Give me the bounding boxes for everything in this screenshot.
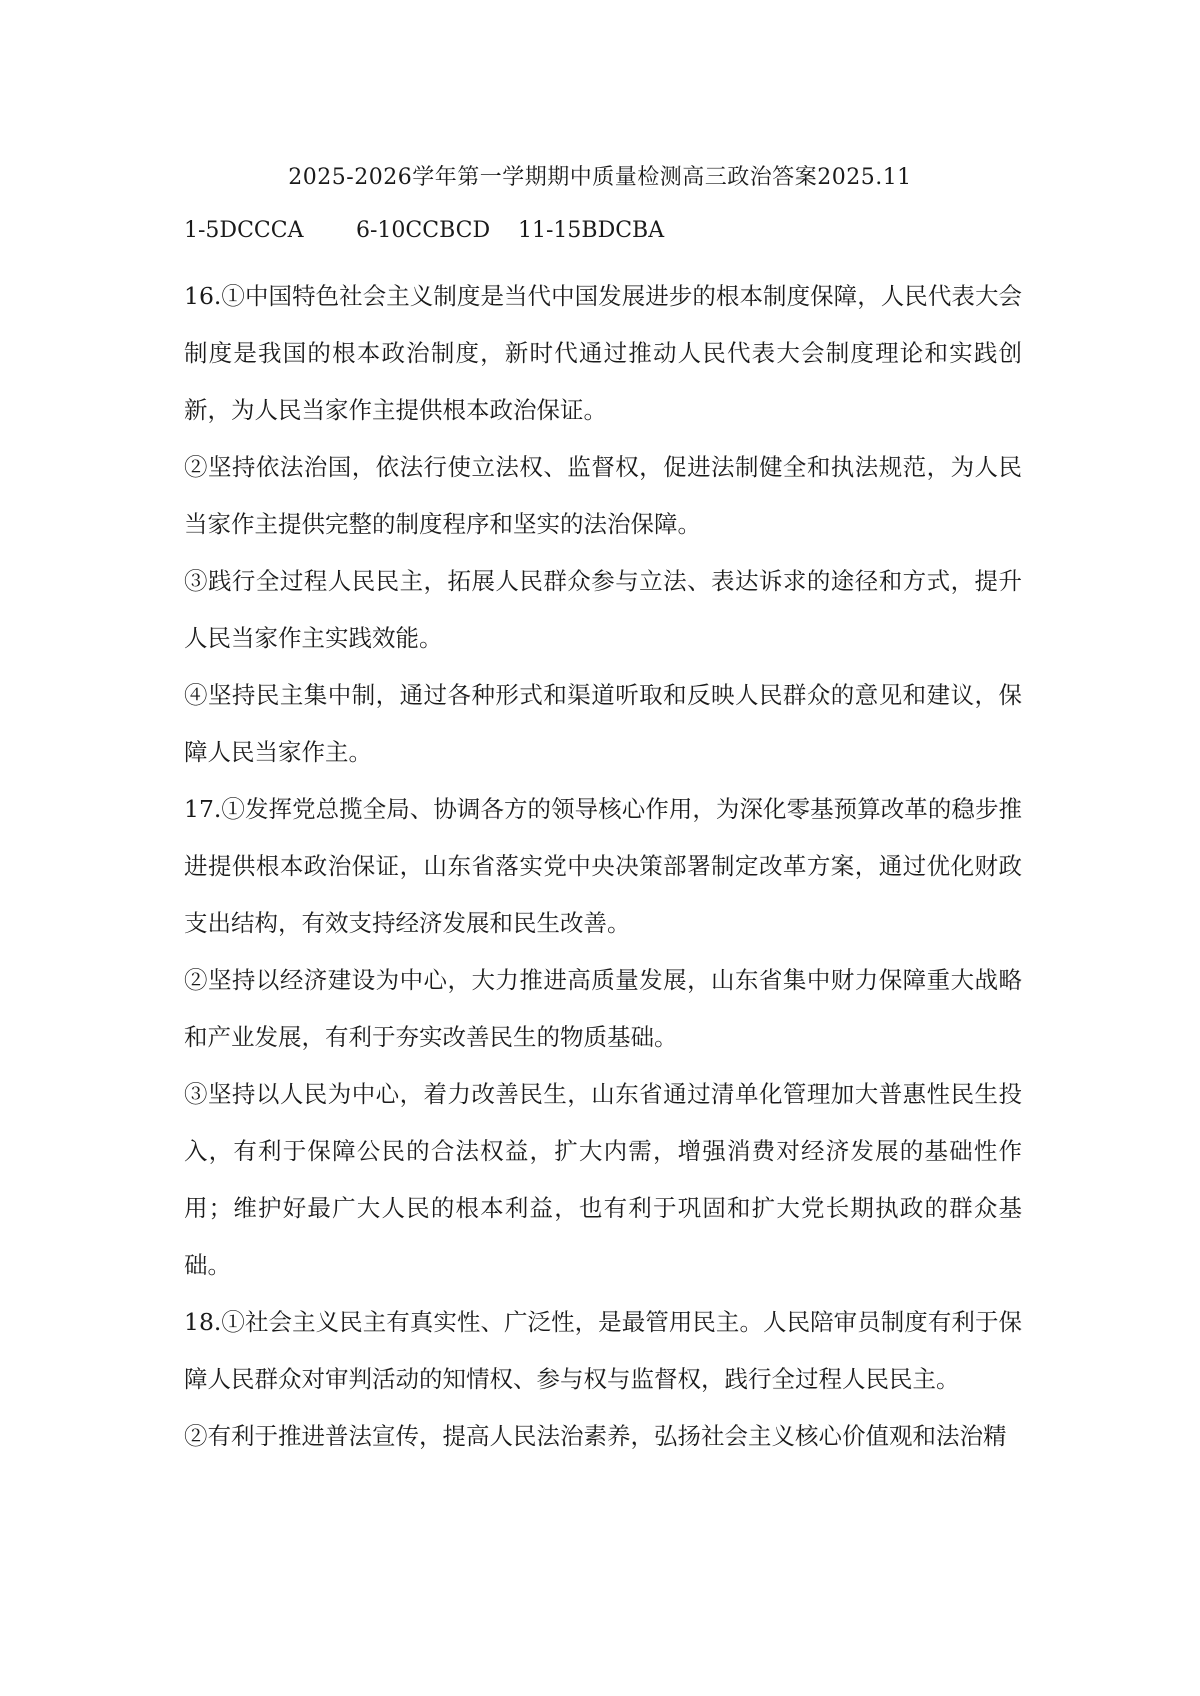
- answer-16-point-2: ②坚持依法治国，依法行使立法权、监督权，促进法制健全和执法规范，为人民当家作主提供完整的制度程序和坚实的法治保障。: [184, 453, 1022, 538]
- answer-key-6-10: 6-10CCBCD: [356, 218, 491, 243]
- answer-key-11-15: 11-15BDCBA: [518, 218, 665, 243]
- document-body: [184, 268, 1022, 1465]
- answer-16-point-4: ④坚持民主集中制，通过各种形式和渠道听取和反映人民群众的意见和建议，保障人民当家作主。: [184, 681, 1022, 766]
- answer-17-point-3: ③坚持以人民为中心，着力改善民生，山东省通过清单化管理加大普惠性民生投入，有利于保障公民的合法权益，扩大内需，增强消费对经济发展的基础性作用；维护好最广大人民的根本利益，也有利于巩固和扩大党长期执政的群众基础。: [184, 1080, 1022, 1279]
- answer-key-1-5: 1-5DCCCA: [184, 218, 304, 243]
- answer-18-point-2: ②有利于推进普法宣传，提高人民法治素养，弘扬社会主义核心价值观和法治精: [184, 1422, 1007, 1450]
- answer-16-point-3: ③践行全过程人民民主，拓展人民群众参与立法、表达诉求的途径和方式，提升人民当家作主实践效能。: [184, 567, 1022, 652]
- answer-18-point-1: 18.①社会主义民主有真实性、广泛性，是最管用民主。人民陪审员制度有利于保障人民群众对审判活动的知情权、参与权与监督权，践行全过程人民民主。: [184, 1308, 1022, 1393]
- answer-17-point-2: ②坚持以经济建设为中心，大力推进高质量发展，山东省集中财力保障重大战略和产业发展，有利于夯实改善民生的物质基础。: [184, 966, 1022, 1051]
- answer-16-point-1: 16.①中国特色社会主义制度是当代中国发展进步的根本制度保障，人民代表大会制度是我国的根本政治制度，新时代通过推动人民代表大会制度理论和实践创新，为人民当家作主提供根本政治保证。: [184, 282, 1022, 424]
- multiple-choice-answers: [184, 218, 678, 243]
- answer-17-point-1: 17.①发挥党总揽全局、协调各方的领导核心作用，为深化零基预算改革的稳步推进提供根本政治保证，山东省落实党中央决策部署制定改革方案，通过优化财政支出结构，有效支持经济发展和民生改善。: [184, 795, 1022, 937]
- document-title: 2025-2026学年第一学期期中质量检测高三政治答案2025.11: [288, 165, 912, 190]
